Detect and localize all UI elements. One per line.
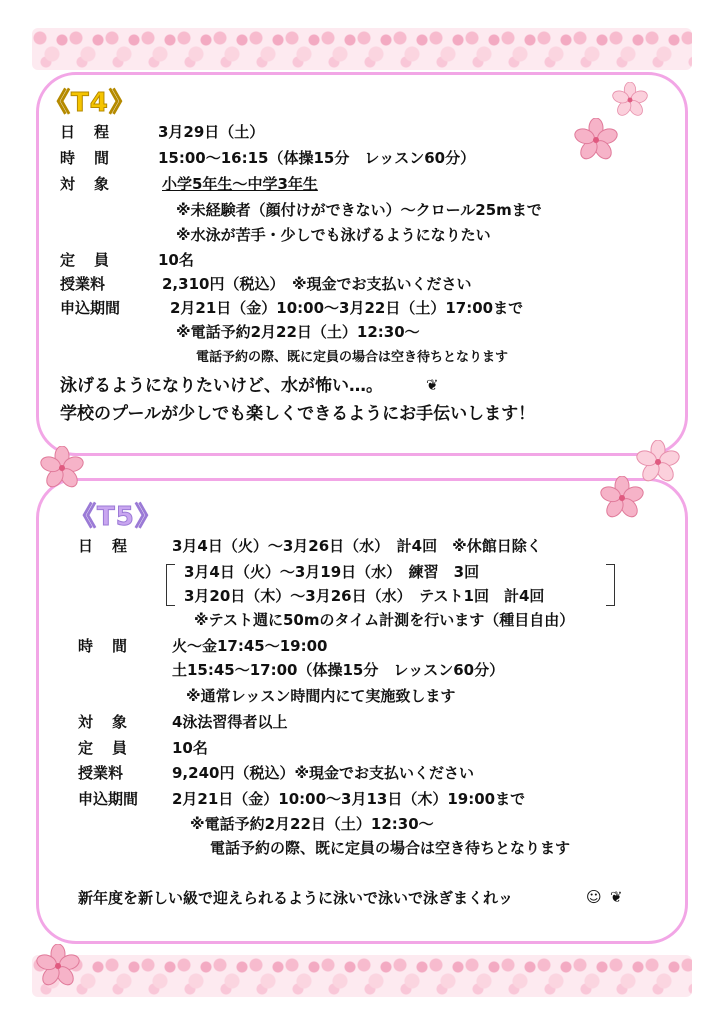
t5-fee-value: 9,240円（税込）※現金でお支払いください xyxy=(172,764,475,782)
t4-target-note1: ※未経験者（顔付けができない）～クロール25mまで xyxy=(176,201,542,219)
t4-time-value: 15:00～16:15（体操15分 レッスン60分） xyxy=(158,149,476,167)
t4-title: 《T4》 xyxy=(44,88,136,118)
t4-message2: 学校のプールが少しでも楽しくできるようにお手伝いします！ xyxy=(60,404,536,424)
t5-target-value: 4泳法習得者以上 xyxy=(172,713,288,731)
bracket-right xyxy=(606,564,615,606)
sakura-flower-icon xyxy=(600,476,644,520)
swimmer-icon: ☺ xyxy=(586,888,602,906)
splash-icon: ❦ xyxy=(610,888,623,906)
t5-date-note: ※テスト週に50mのタイム計測を行います（種目自由） xyxy=(194,611,575,629)
t5-time-note: ※通常レッスン時間内にて実施致します xyxy=(186,687,456,705)
t5-time-label: 時 間 xyxy=(78,637,130,655)
splash-icon: ❦ xyxy=(426,376,439,394)
t5-date-sub2: 3月20日（木）～3月26日（水） テスト1回 計4回 xyxy=(184,587,545,605)
t5-capacity-label: 定 員 xyxy=(78,739,130,757)
sakura-border-bottom xyxy=(32,955,692,997)
t4-phone-sub: 電話予約の際、既に定員の場合は空き待ちとなります xyxy=(196,350,509,365)
bracket-left xyxy=(166,564,175,606)
t5-date-label: 日 程 xyxy=(78,537,130,555)
t5-apply-label: 申込期間 xyxy=(78,790,139,808)
t4-date-value: 3月29日（土） xyxy=(158,123,265,141)
t4-target-value: 小学5年生～中学3年生 xyxy=(162,175,318,193)
sakura-border-top xyxy=(32,28,692,70)
t4-time-label: 時 間 xyxy=(60,149,112,167)
t5-apply-value: 2月21日（金）10:00～3月13日（木）19:00まで xyxy=(172,790,526,808)
t5-message: 新年度を新しい級で迎えられるように泳いで泳いで泳ぎまくれッ xyxy=(78,889,514,907)
t5-phone-note: ※電話予約2月22日（土）12:30～ xyxy=(190,815,434,833)
t4-phone-note: ※電話予約2月22日（土）12:30～ xyxy=(176,323,420,341)
t4-date-label: 日 程 xyxy=(60,123,112,141)
t5-date-sub1: 3月4日（火）～3月19日（水） 練習 3回 xyxy=(184,563,480,581)
sakura-flower-icon xyxy=(40,446,84,490)
t4-message1: 泳げるようになりたいけど、水が怖い…。 xyxy=(60,376,383,396)
t4-apply-value: 2月21日（金）10:00～3月22日（土）17:00まで xyxy=(170,299,524,317)
t5-title: 《T5》 xyxy=(70,502,162,532)
t5-capacity-value: 10名 xyxy=(172,739,208,757)
t5-target-label: 対 象 xyxy=(78,713,130,731)
t4-capacity-label: 定 員 xyxy=(60,251,112,269)
t4-target-note2: ※水泳が苦手・少しでも泳げるようになりたい xyxy=(176,226,491,244)
t4-fee-value: 2,310円（税込） ※現金でお支払いください xyxy=(162,275,472,293)
sakura-flower-icon xyxy=(574,118,618,162)
t5-phone-sub: 電話予約の際、既に定員の場合は空き待ちとなります xyxy=(210,839,571,857)
t4-capacity-value: 10名 xyxy=(158,251,194,269)
t5-time-value2: 土15:45～17:00（体操15分 レッスン60分） xyxy=(172,661,505,679)
t5-date-value: 3月4日（火）～3月26日（水） 計4回 ※休館日除く xyxy=(172,537,542,555)
t4-apply-label: 申込期間 xyxy=(60,299,121,317)
sakura-flower-icon xyxy=(612,82,648,118)
t4-target-label: 対 象 xyxy=(60,175,112,193)
t4-fee-label: 授業料 xyxy=(60,275,106,293)
sakura-flower-icon xyxy=(36,944,80,988)
t5-time-value1: 火～金17:45～19:00 xyxy=(172,637,328,655)
t5-fee-label: 授業料 xyxy=(78,764,124,782)
